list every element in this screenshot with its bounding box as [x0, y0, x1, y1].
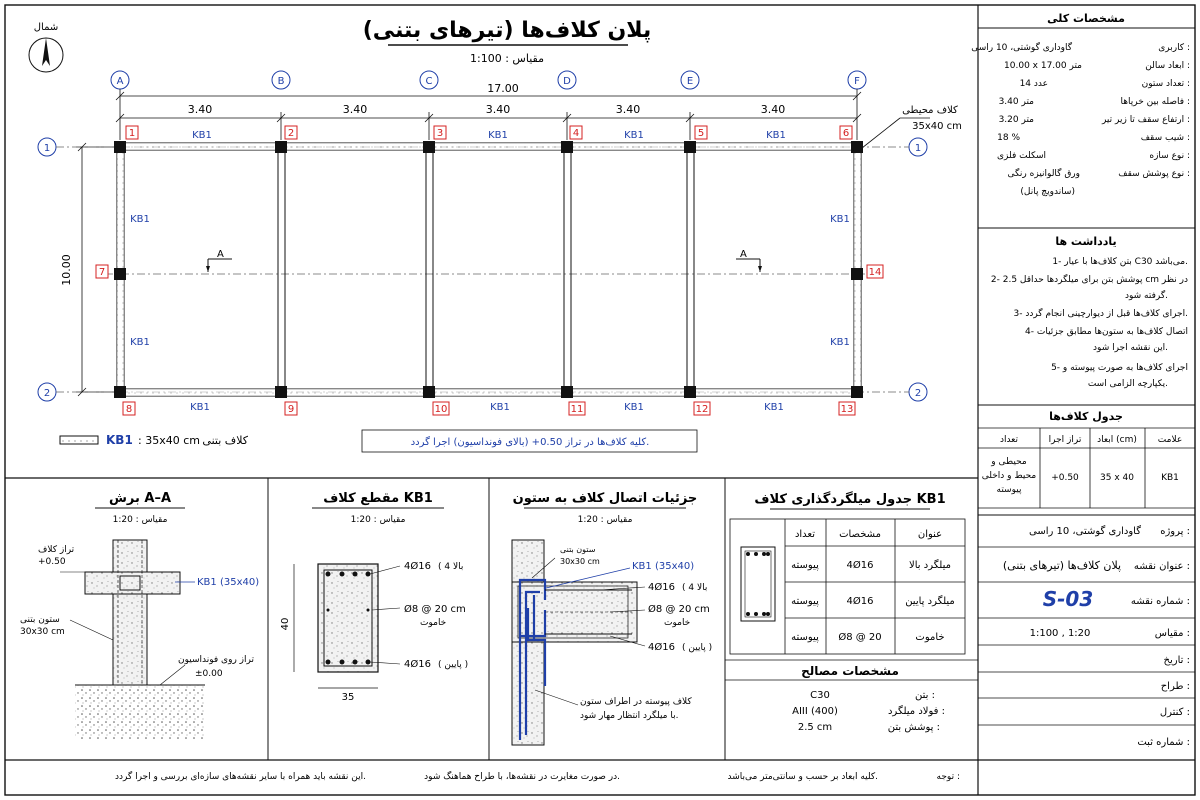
column-tag: 2 — [287, 128, 295, 139]
footer-item: در صورت مغایرت در نقشه‌ها، با طراح هماهنگ شود. — [424, 772, 620, 782]
beam-label: KB1 — [624, 130, 644, 141]
rebar-header-count: تعداد — [794, 529, 816, 540]
connection-col-size: 30x30 cm — [560, 557, 600, 566]
titleblock-label: مقیاس : — [1154, 628, 1190, 639]
dim-bay-2: 3.40 — [342, 103, 368, 116]
connection-scale: مقیاس : 1:20 — [577, 515, 633, 525]
grid-bubble-e: E — [686, 76, 694, 87]
general-specs — [971, 41, 1190, 197]
rebar-header-title: عنوان — [917, 529, 943, 540]
kb1-section-title: مقطع کلاف KB1 — [323, 491, 433, 506]
spec-label: نوع پوشش سقف : — [1118, 169, 1190, 179]
kb1-stirrup: Ø8 @ 20 cm — [404, 604, 466, 615]
beam-table-title: جدول کلاف‌ها — [1049, 410, 1123, 423]
table-cell: میلگرد پایین — [905, 596, 955, 607]
kb1-section-drawing — [294, 564, 400, 688]
spec-label: ارتفاع سقف تا زیر تیر : — [1101, 115, 1190, 125]
section-aa-found-label: تراز روی فونداسیون — [178, 655, 254, 665]
beam-plan — [117, 143, 861, 396]
beam-label: KB1 — [766, 130, 786, 141]
legend-beam: KB1 — [106, 433, 133, 447]
perimeter-label: کلاف محیطی — [902, 105, 958, 116]
footer-item: این نقشه باید همراه با سایر نقشه‌های سازه‌ای بررسی و اجرا گردد. — [114, 772, 366, 782]
plan-scale: مقیاس : 1:100 — [470, 52, 544, 65]
note-line: یکپارچه الزامی است. — [1087, 379, 1168, 389]
plan-note: کلیه کلاف‌ها در تراز 0.50+ (بالای فونداسیون) اجرا گردد. — [410, 437, 650, 448]
connection-stirrup-note: خاموت — [664, 618, 691, 628]
spec-label: کاربری : — [1158, 43, 1190, 53]
column-tags — [96, 126, 883, 415]
section-aa-col-size: 30x30 cm — [20, 627, 65, 637]
legend-name: کلاف بتنی — [202, 434, 248, 447]
kb1-width: 35 — [341, 692, 355, 703]
spec-value: 18 % — [997, 133, 1020, 143]
spec-label: تعداد ستون : — [1141, 79, 1190, 89]
beam-label: KB1 — [190, 402, 210, 413]
grid-bubble-b: B — [277, 76, 285, 87]
spec-value: ورق گالوانیزه رنگی — [1007, 169, 1080, 179]
connection-title: جزئیات اتصال کلاف به ستون — [512, 491, 698, 506]
table-cell: +0.50 — [1051, 473, 1079, 483]
note-line: 1- بتن کلاف‌ها با عیار C30 می‌باشد. — [1052, 257, 1188, 267]
section-mark-right — [736, 249, 762, 272]
legend-size: : 35x40 cm — [138, 434, 200, 447]
titleblock-value: پلان کلاف‌ها (تیرهای بتنی) — [1002, 559, 1122, 572]
column-tag: 10 — [434, 404, 448, 415]
kb1-stirrup-note: خاموت — [420, 618, 447, 628]
beam-table-header: تعداد — [999, 435, 1019, 445]
dim-total: 17.00 — [487, 82, 519, 95]
section-aa-level-label: تراز کلاف — [38, 545, 75, 555]
table-cell: 4Ø16 — [846, 560, 874, 571]
titleblock-label: کنترل : — [1159, 707, 1190, 718]
perimeter-size: 35x40 cm — [912, 121, 962, 132]
materials-label: بتن : — [915, 690, 935, 701]
table-cell: پیوسته — [791, 560, 819, 571]
titleblock-label: طراح : — [1160, 681, 1190, 692]
spec-value: (ساندویچ پانل) — [1020, 187, 1075, 197]
table-cell: محیط و داخلی — [981, 471, 1037, 481]
dim-height: 10.00 — [60, 254, 73, 286]
spec-value: 3.40 متر — [998, 97, 1034, 107]
titleblock-value: 1:100 , 1:20 — [1029, 628, 1091, 639]
table-cell: KB1 — [1161, 473, 1179, 483]
column-tag: 12 — [695, 404, 709, 415]
section-aa-found-value: ±0.00 — [195, 669, 223, 679]
beam-label: KB1 — [130, 214, 150, 225]
section-aa-col-label: ستون بتنی — [20, 615, 60, 625]
note-line: این نقشه اجرا شود. — [1093, 343, 1168, 353]
column-tag: 8 — [125, 404, 133, 415]
connection-top-note: ( 4 بالا — [682, 583, 708, 593]
column-tag: 6 — [842, 128, 850, 139]
materials-value: AIII (400) — [792, 706, 838, 717]
titleblock-label: پروژه : — [1160, 526, 1190, 537]
note-line: 2- پوشش بتن برای میلگردها حداقل 2.5 cm در نظر — [990, 275, 1188, 285]
table-cell: 4Ø16 — [846, 596, 874, 607]
spec-label: نوع سازه : — [1149, 151, 1190, 161]
footer-notes — [115, 770, 960, 782]
section-aa-scale: مقیاس : 1:20 — [112, 515, 168, 525]
table-cell: پیوسته — [791, 632, 819, 643]
titleblock-label: عنوان نقشه : — [1133, 561, 1190, 572]
titleblock-value: گاوداری گوشتی، 10 راسی — [1028, 526, 1142, 537]
note-line: 4- اتصال کلاف‌ها به ستون‌ها مطابق جزئیات — [1025, 327, 1188, 337]
section-aa-title: برش A–A — [108, 491, 172, 506]
connection-stirrup: Ø8 @ 20 cm — [648, 604, 710, 615]
dim-bay-3: 3.40 — [485, 103, 511, 116]
north-arrow-icon — [42, 38, 50, 66]
column-tag: 13 — [840, 404, 854, 415]
page-title: پلان کلاف‌ها (تیرهای بتنی) — [362, 18, 652, 43]
grid-bubble-f: F — [854, 76, 860, 87]
table-cell: پیوسته — [791, 596, 819, 607]
footer-label: توجه : — [936, 772, 960, 782]
table-cell: میلگرد بالا — [909, 560, 951, 571]
table-cell: Ø8 @ 20 — [838, 632, 882, 643]
table-cell: محیطی و — [991, 457, 1027, 467]
materials-title: مشخصات مصالح — [801, 664, 899, 678]
dim-bay-1: 3.40 — [187, 103, 213, 116]
titleblock-label: شماره نقشه : — [1130, 596, 1190, 607]
spec-value: گاوداری گوشتی، 10 راسی — [971, 43, 1072, 53]
plan-legend — [60, 433, 249, 447]
connection-beam-label: KB1 (35x40) — [632, 561, 695, 572]
column-tag: 9 — [287, 404, 295, 415]
beam-label: KB1 — [830, 337, 850, 348]
spec-value: 3.20 متر — [998, 115, 1034, 125]
column-tag: 3 — [436, 128, 444, 139]
section-mark-left — [206, 249, 232, 272]
connection-bot-bar: 4Ø16 — [648, 642, 675, 653]
column-tag: 1 — [128, 128, 136, 139]
grid-bubble-1-right: 1 — [914, 143, 922, 154]
north-label: شمال — [33, 22, 59, 33]
grid-bubble-d: D — [563, 76, 571, 87]
beam-table-header: تراز اجرا — [1048, 435, 1082, 445]
drawing-number: S-03 — [1042, 587, 1094, 611]
note-line: گرفته شود. — [1124, 291, 1168, 301]
beam-label: KB1 — [490, 402, 510, 413]
dim-bay-5: 3.40 — [760, 103, 786, 116]
connection-top-bar: 4Ø16 — [648, 582, 675, 593]
north-arrow — [29, 22, 63, 72]
notes-list — [991, 257, 1188, 389]
dim-bay-4: 3.40 — [615, 103, 641, 116]
section-aa-beam-label: KB1 (35x40) — [197, 577, 260, 588]
titleblock-label: شماره ثبت : — [1137, 737, 1190, 748]
spec-label: فاصله بین خرپاها : — [1120, 97, 1190, 107]
rebar-table-title: جدول میلگردگذاری کلاف KB1 — [754, 492, 946, 507]
plan-beam-labels — [130, 130, 850, 413]
materials-value: C30 — [810, 690, 830, 701]
column-tag: 7 — [98, 267, 106, 278]
rebar-header-spec: مشخصات — [839, 529, 881, 540]
column-tag: 11 — [570, 404, 584, 415]
table-cell: 35 x 40 — [1100, 473, 1134, 483]
beam-table-header: علامت — [1157, 435, 1183, 445]
beam-label: KB1 — [764, 402, 784, 413]
titleblock-label: تاریخ : — [1163, 655, 1190, 666]
beam-table-header: ابعاد (cm) — [1097, 435, 1137, 445]
table-cell: پیوسته — [996, 485, 1022, 495]
kb1-top-note: ( 4 بالا — [438, 562, 464, 572]
section-mark-label: A — [740, 249, 747, 260]
grid-bubble-a: A — [116, 76, 124, 87]
connection-note-1: کلاف پیوسته در اطراف ستون — [580, 697, 692, 707]
beam-label: KB1 — [488, 130, 508, 141]
connection-note-2: با میلگرد انتظار مهار شود. — [580, 711, 679, 721]
column-tag: 5 — [697, 128, 705, 139]
note-line: 3- اجرای کلاف‌ها قبل از دیوارچینی انجام گردد. — [1013, 309, 1188, 319]
table-cell: خاموت — [915, 632, 945, 643]
grid-bubble-2-right: 2 — [914, 388, 922, 399]
section-mark-label: A — [217, 249, 224, 260]
connection-col-label: ستون بتنی — [560, 545, 596, 554]
beam-label: KB1 — [830, 214, 850, 225]
rebar-table-icon — [741, 547, 775, 621]
materials-label: پوشش بتن : — [887, 722, 940, 733]
section-aa-drawing — [60, 540, 205, 740]
materials-value: 2.5 cm — [797, 722, 833, 733]
beam-label: KB1 — [192, 130, 212, 141]
grid-bubble-1-left: 1 — [43, 143, 51, 154]
column-tag: 4 — [572, 128, 580, 139]
beam-label: KB1 — [130, 337, 150, 348]
kb1-height: 40 — [280, 617, 291, 631]
grid-axis-rows — [38, 138, 927, 401]
spec-value: اسکلت فلزی — [997, 151, 1046, 161]
kb1-bot-bar: 4Ø16 — [404, 659, 431, 670]
column-tag: 14 — [868, 267, 882, 278]
grid-bubble-2-left: 2 — [43, 388, 51, 399]
connection-bot-note: ( پایین ) — [682, 643, 713, 653]
notes-header: یادداشت ها — [1055, 235, 1117, 248]
plan-columns — [114, 141, 863, 398]
grid-bubble-c: C — [425, 76, 433, 87]
general-header: مشخصات کلی — [1047, 12, 1125, 25]
spec-value: 14 عدد — [1019, 79, 1048, 89]
beam-label: KB1 — [624, 402, 644, 413]
section-aa-level-value: +0.50 — [38, 557, 66, 567]
materials-label: فولاد میلگرد : — [887, 706, 945, 717]
footer-item: کلیه ابعاد بر حسب و سانتی‌متر می‌باشد. — [727, 772, 878, 782]
kb1-top-bar: 4Ø16 — [404, 561, 431, 572]
note-line: 5- اجرای کلاف‌ها به صورت پیوسته و — [1051, 363, 1188, 373]
kb1-section-scale: مقیاس : 1:20 — [350, 515, 406, 525]
kb1-bot-note: ( پایین ) — [438, 660, 469, 670]
title-block — [1003, 525, 1190, 748]
spec-label: ابعاد سالن : — [1145, 61, 1190, 71]
spec-value: 10.00 x 17.00 متر — [1004, 61, 1082, 71]
spec-label: شیب سقف : — [1140, 133, 1190, 143]
